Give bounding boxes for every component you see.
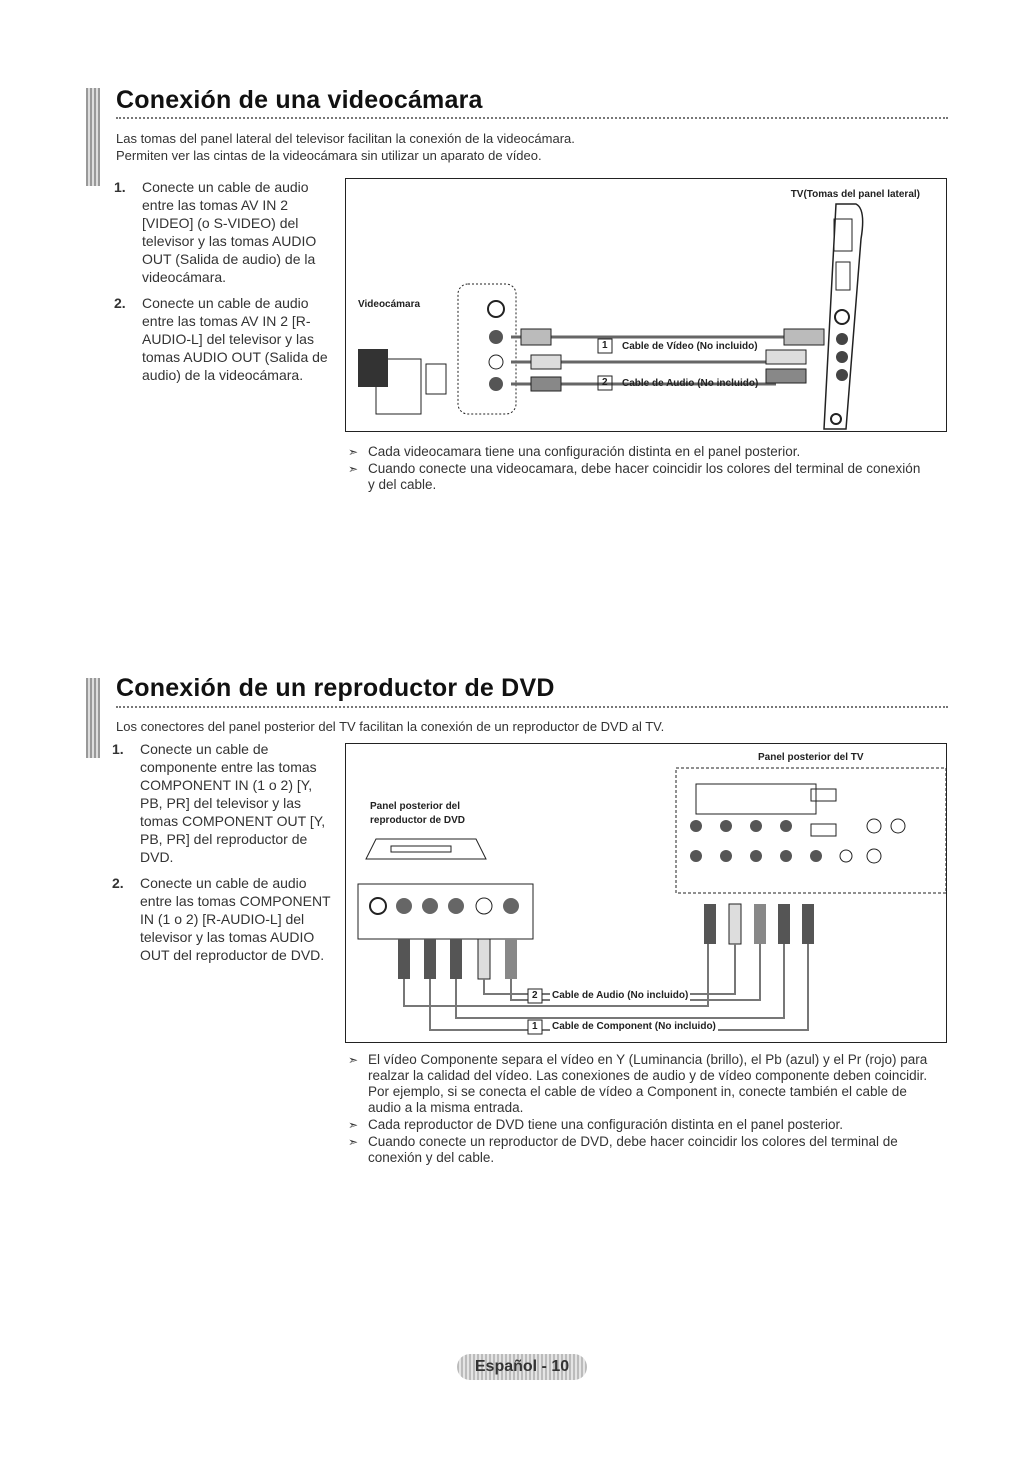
cable-2-label: Cable de Audio (No incluido)	[552, 990, 689, 1001]
step-text: Conecte un cable de audio entre las tomas AV IN 2 [R-AUDIO-L] del televisor y las tomas AUDIO OUT (Salida de audio) de la videocámara.	[142, 295, 328, 383]
note-text: El vídeo Componente separa el vídeo en Y (Luminancia (brillo), el Pb (azul) y el Pr (rojo) para realzar la calidad del vídeo. Las conexiones de audio y de vídeo componente deben coincidir. Por ejemplo, si se conecta el cable de vídeo a Component in, conecte también el cable de audio a la misma entrada.	[368, 1052, 928, 1115]
cable-2-label: Cable de Audio (No incluido)	[622, 378, 759, 389]
note-arrow-icon: ➣	[348, 462, 359, 476]
cable-1-number: 1	[602, 340, 608, 351]
cable-1-number: 1	[532, 1021, 538, 1032]
audio-plug-left-l	[531, 355, 561, 369]
component-plug-pb	[424, 939, 436, 979]
camcorder-lens-icon	[358, 349, 388, 387]
notes-list	[348, 1052, 942, 1167]
camcorder-video-jack	[489, 330, 503, 344]
dvd-connection-diagram	[345, 743, 947, 1043]
section-rule	[116, 706, 948, 708]
note-text: Cuando conecte una videocamara, debe hacer coincidir los colores del terminal de conexión y del cable.	[368, 461, 921, 492]
intro-line: Las tomas del panel lateral del televisor facilitan la conexión de la videocámara.	[116, 131, 575, 146]
tv-audio-plug	[729, 904, 741, 944]
audio-plug-l	[478, 939, 490, 979]
note-item	[348, 461, 928, 493]
video-plug-right	[784, 329, 824, 345]
tv-jack-icon	[780, 820, 792, 832]
section-intro	[116, 130, 575, 164]
dvd-audio-l-jack	[476, 898, 492, 914]
note-item	[348, 1117, 942, 1133]
component-plug-pr	[450, 939, 462, 979]
diagram-illustration	[346, 179, 946, 431]
step-text: Conecte un cable de audio entre las tomas COMPONENT IN (1 o 2) [R-AUDIO-L] del televisor y las tomas AUDIO OUT del reproductor de DVD.	[140, 875, 331, 963]
cable-2-number: 2	[532, 990, 538, 1001]
section-marker-bar	[86, 678, 100, 758]
note-item	[348, 1052, 942, 1116]
audio-plug-right-r	[766, 369, 806, 383]
camcorder-jack-panel	[458, 284, 516, 414]
dvd-y-jack	[396, 898, 412, 914]
dvd-audio-r-jack	[503, 898, 519, 914]
audio-r-jack-icon	[836, 369, 848, 381]
tv-component-plug	[802, 904, 814, 944]
section-marker-bar	[86, 88, 100, 186]
tv-component-plug	[704, 904, 716, 944]
note-text: Cada reproductor de DVD tiene una configuración distinta en el panel posterior.	[368, 1117, 844, 1132]
step-item	[114, 294, 336, 384]
cable-1-label: Cable de Component (No incluido)	[552, 1021, 716, 1032]
cable-2-number: 2	[602, 377, 608, 388]
section-title-camcorder: Conexión de una videocámara	[116, 86, 483, 114]
video-plug-left	[521, 329, 551, 345]
step-text: Conecte un cable de componente entre las tomas COMPONENT IN (1 o 2) [Y, PB, PR] del televisor y las tomas COMPONENT OUT [Y, PB, PR] del reproductor de DVD.	[140, 741, 326, 865]
video-jack-icon	[836, 333, 848, 345]
step-number: 1.	[114, 179, 126, 195]
tv-jack-icon	[720, 820, 732, 832]
dvd-jack-icon	[370, 898, 386, 914]
tv-jack-icon	[810, 850, 822, 862]
dvd-label-line1: Panel posterior del	[370, 801, 461, 812]
step-number: 2.	[112, 875, 124, 891]
tv-rear-label: Panel posterior del TV	[758, 752, 864, 763]
note-text: Cuando conecte un reproductor de DVD, debe hacer coincidir los colores del terminal de conexión y del cable.	[368, 1134, 898, 1165]
notes-list	[348, 444, 928, 494]
dvd-label-line2: reproductor de DVD	[370, 815, 466, 826]
camcorder-connection-diagram	[345, 178, 947, 432]
note-text: Cada videocamara tiene una configuración distinta en el panel posterior.	[368, 444, 801, 459]
step-item	[112, 874, 334, 964]
audio-l-jack-icon	[836, 351, 848, 363]
steps-list	[112, 740, 334, 972]
camcorder-label: Videocámara	[358, 299, 421, 310]
tv-side-label: TV(Tomas del panel lateral)	[790, 189, 920, 200]
camcorder-screen-icon	[426, 364, 446, 394]
note-item	[348, 1134, 942, 1166]
step-item	[114, 178, 336, 286]
note-arrow-icon: ➣	[348, 1053, 359, 1067]
dvd-player-icon	[366, 839, 486, 859]
camcorder-s-video-jack	[488, 301, 504, 317]
section-title-dvd: Conexión de un reproductor de DVD	[116, 674, 555, 702]
note-arrow-icon: ➣	[348, 1135, 359, 1149]
audio-cable	[484, 944, 735, 994]
steps-list	[114, 178, 336, 392]
tv-jack-icon	[720, 850, 732, 862]
tv-jack-icon	[750, 850, 762, 862]
camcorder-audio-r-jack	[489, 377, 503, 391]
page-number-badge: Español - 10	[457, 1354, 587, 1380]
tv-jack-icon	[750, 820, 762, 832]
tv-audio-plug	[754, 904, 766, 944]
tv-jack-icon	[690, 850, 702, 862]
tv-jack-icon	[780, 850, 792, 862]
step-item	[112, 740, 334, 866]
step-number: 2.	[114, 295, 126, 311]
audio-plug-r	[505, 939, 517, 979]
dvd-pb-jack	[422, 898, 438, 914]
tv-jack-icon	[690, 820, 702, 832]
audio-plug-left-r	[531, 377, 561, 391]
section-intro: Los conectores del panel posterior del TV facilitan la conexión de un reproductor de DVD al TV.	[116, 719, 665, 734]
component-plug-y	[398, 939, 410, 979]
dvd-pr-jack	[448, 898, 464, 914]
note-item	[348, 444, 928, 460]
cable-1-label: Cable de Vídeo (No incluido)	[622, 341, 758, 352]
section-rule	[116, 117, 948, 119]
step-number: 1.	[112, 741, 124, 757]
note-arrow-icon: ➣	[348, 1118, 359, 1132]
note-arrow-icon: ➣	[348, 445, 359, 459]
camcorder-audio-l-jack	[489, 355, 503, 369]
audio-plug-right-l	[766, 350, 806, 364]
step-text: Conecte un cable de audio entre las tomas AV IN 2 [VIDEO] (o S-VIDEO) del televisor y las tomas AUDIO OUT (Salida de audio) de la videocámara.	[142, 179, 317, 285]
intro-line: Permiten ver las cintas de la videocámara sin utilizar un aparato de vídeo.	[116, 148, 542, 163]
tv-side-panel	[824, 204, 863, 429]
tv-component-plug	[778, 904, 790, 944]
